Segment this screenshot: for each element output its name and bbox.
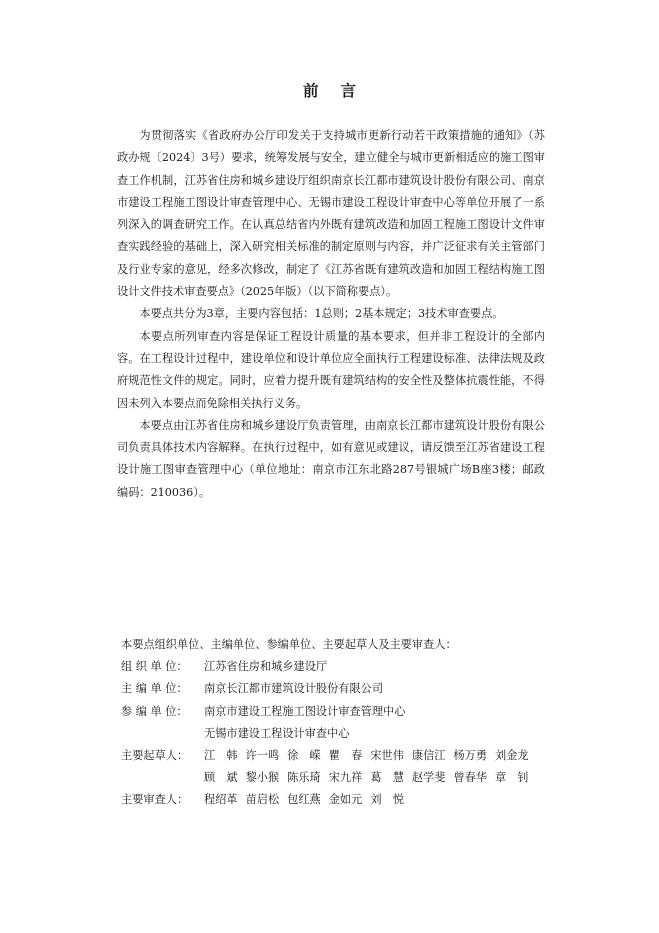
paragraph-4: 本要点由江苏省住房和城乡建设厅负责管理，由南京长江都市建筑设计股份有限公司负责具体技术内容解释。在执行过程中，如有意见或建议，请反馈至江苏省建设工程设计施工图审查管理中心（单位地址：南京市江东北路287号银城广场B座3楼；邮政编码：210036）。 bbox=[117, 418, 545, 499]
drafter-name: 黎小猴 bbox=[245, 771, 280, 785]
preface-body bbox=[117, 125, 545, 504]
drafter-name: 陈乐琦 bbox=[287, 771, 321, 785]
drafter-name: 江 韩 bbox=[204, 749, 238, 763]
participant-1: 南京市建设工程施工图设计审查管理中心 bbox=[204, 704, 406, 718]
reviewers-row bbox=[121, 789, 571, 811]
reviewer-name: 刘 悦 bbox=[370, 793, 404, 807]
drafter-name: 章 钊 bbox=[495, 771, 529, 785]
participants-label: 参 编 单 位： bbox=[121, 704, 188, 718]
reviewer-name: 金如元 bbox=[328, 793, 363, 807]
page-title bbox=[0, 79, 659, 101]
drafters-label: 主要起草人： bbox=[121, 749, 189, 763]
drafter-name: 杨万勇 bbox=[453, 749, 488, 763]
organizer-row bbox=[121, 656, 571, 678]
chief-value: 南京长江都市建筑设计股份有限公司 bbox=[204, 682, 384, 696]
drafter-name: 赵学斐 bbox=[411, 771, 446, 785]
drafter-name: 徐 嵘 bbox=[287, 749, 321, 763]
paragraph-3: 本要点所列审查内容是保证工程设计质量的基本要求，但并非工程设计的全部内容。在工程设计过程中，建设单位和设计单位应全面执行工程建设标准、法律法规及政府规范性文件的规定。同时，应着力提升既有建筑结构的安全性及整体抗震性能，不得因未列入本要点而免除相关执行义务。 bbox=[117, 329, 545, 410]
drafter-name: 曾春华 bbox=[453, 771, 488, 785]
credits-intro: 本要点组织单位、主编单位、参编单位、主要起草人及主要审查人： bbox=[121, 638, 457, 651]
reviewers-label: 主要审查人： bbox=[121, 793, 189, 807]
chief-label: 主 编 单 位： bbox=[121, 682, 188, 696]
drafter-name: 葛 慧 bbox=[370, 771, 404, 785]
drafters-row bbox=[121, 745, 571, 789]
title-char-1: 前 bbox=[302, 81, 319, 100]
drafter-name: 顾 斌 bbox=[204, 771, 238, 785]
drafter-name: 康信江 bbox=[411, 749, 446, 763]
reviewer-name: 包红燕 bbox=[287, 793, 321, 807]
participant-2: 无锡市建设工程设计审查中心 bbox=[204, 726, 350, 740]
reviewers-line bbox=[204, 789, 571, 811]
reviewer-name: 程绍革 bbox=[204, 793, 238, 807]
reviewer-name: 苗启松 bbox=[245, 793, 280, 807]
title-char-2: 言 bbox=[340, 81, 357, 100]
organizer-value: 江苏省住房和城乡建设厅 bbox=[204, 660, 328, 674]
paragraph-1: 为贯彻落实《省政府办公厅印发关于支持城市更新行动若干政策措施的通知》（苏政办规〔2024〕3号）要求，统筹发展与安全，建立健全与城市更新相适应的施工图审查工作机制，江苏省住房和城乡建设厅组织南京长江都市建筑设计股份有限公司、南京市建设工程施工图设计审查管理中心、无锡市建设工程设计审查中心等单位开展了一系列深入的调查研究工作。在认真总结省内外既有建筑改造和加固工程施工图设计文件审查实践经验的基础上，深入研究相关标准的制定原则与内容，并广泛征求有关主管部门及行业专家的意见，经多次修改，制定了《江苏省既有建筑改造和加固工程结构施工图设计文件技术审查要点》（2025年版）（以下简称要点）。 bbox=[117, 129, 545, 299]
paragraph-2: 本要点共分为3章，主要内容包括：1总则；2基本规定；3技术审查要点。 bbox=[139, 307, 504, 321]
drafter-name: 许一鸣 bbox=[245, 749, 280, 763]
credits-section bbox=[121, 634, 571, 812]
chief-row bbox=[121, 678, 571, 700]
participants-row bbox=[121, 701, 571, 745]
drafter-name: 宋世伟 bbox=[370, 749, 404, 763]
drafter-name: 瞿 春 bbox=[328, 749, 363, 763]
drafter-name: 刘金龙 bbox=[495, 749, 529, 763]
drafters-line-2 bbox=[204, 767, 571, 789]
drafters-line-1 bbox=[204, 745, 571, 767]
drafter-name: 宋九祥 bbox=[328, 771, 363, 785]
organizer-label: 组 织 单 位： bbox=[121, 660, 188, 674]
